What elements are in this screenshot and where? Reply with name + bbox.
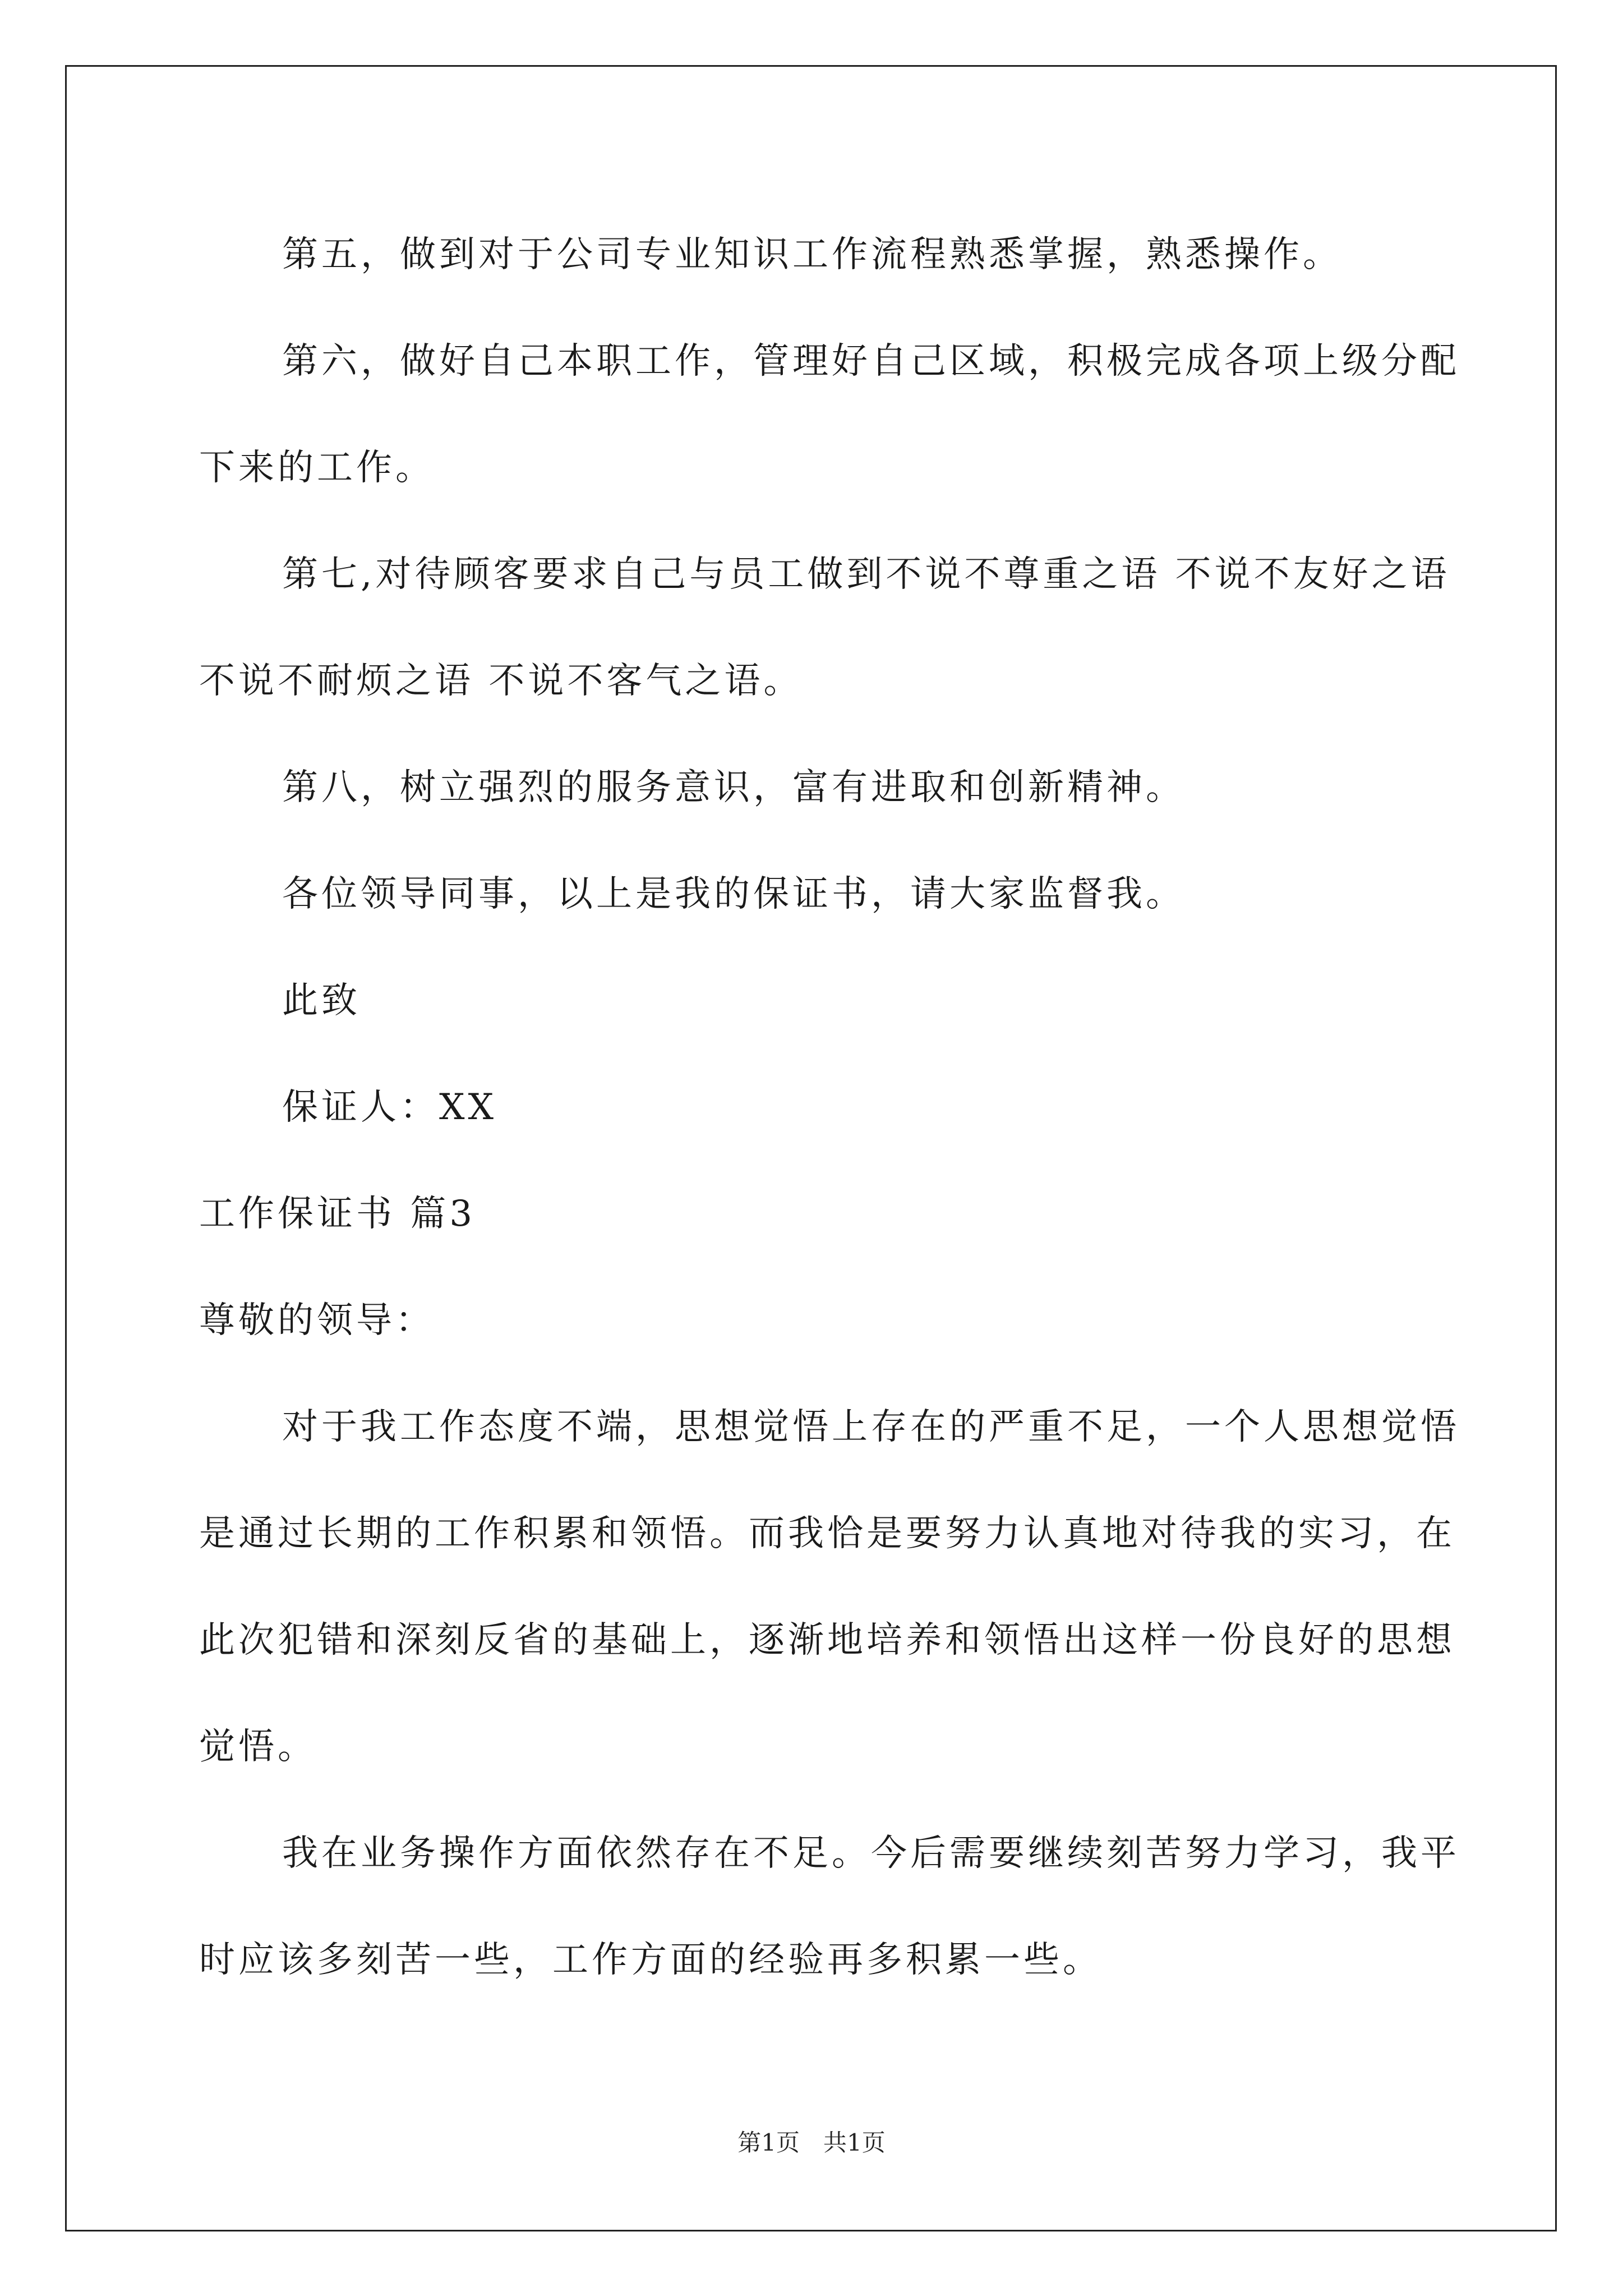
paragraph-5th-point: 第五，做到对于公司专业知识工作流程熟悉掌握，熟悉操作。 <box>282 234 1342 275</box>
paragraph-6th-point: 第六，做好自己本职工作，管理好自己区域，积极完成各项上级分配下来的工作。 <box>199 341 1460 489</box>
guarantor-signature: 保证人：XX <box>282 1087 497 1128</box>
closing-salutation: 此致 <box>282 980 361 1022</box>
body-paragraph-attitude: 对于我工作态度不端，思想觉悟上存在的严重不足，一个人思想觉悟是通过长期的工作积累和领悟。而我恰是要努力认真地对待我的实习，在此次犯错和深刻反省的基础上，逐渐地培养和领悟出这样一份良好的思想觉悟。 <box>199 1406 1460 1768</box>
paragraph-7th-point: 第七,对待顾客要求自己与员工做到不说不尊重之语 不说不友好之语 不说不耐烦之语 不说不客气之语。 <box>199 554 1450 702</box>
greeting: 尊敬的领导： <box>199 1300 435 1341</box>
page-footer: 第1页 共1页 <box>737 2129 886 2156</box>
section-title: 工作保证书 篇3 <box>199 1193 476 1235</box>
paragraph-closing-request: 各位领导同事，以上是我的保证书，请大家监督我。 <box>282 873 1185 915</box>
body-paragraph-operations: 我在业务操作方面依然存在不足。今后需要继续刻苦努力学习，我平时应该多刻苦一些，工作方面的经验再多积累一些。 <box>199 1833 1460 1981</box>
paragraph-8th-point: 第八，树立强烈的服务意识，富有进取和创新精神。 <box>282 767 1185 808</box>
